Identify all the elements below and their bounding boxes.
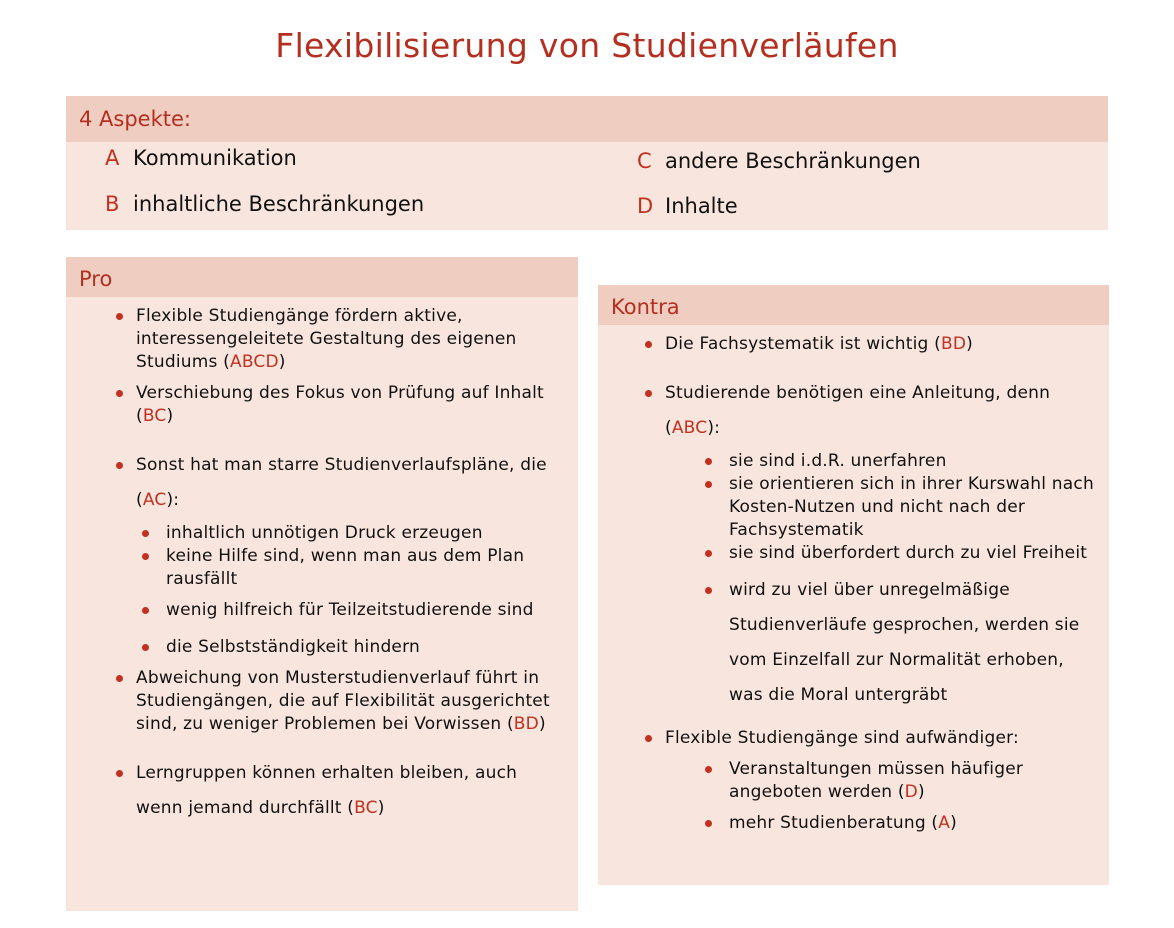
aspect-c (637, 149, 921, 173)
sub-list (699, 758, 1099, 835)
slide-title: Flexibilisierung von Studienverläufen (275, 26, 899, 65)
aspect-tag: A (938, 813, 951, 833)
sub-list-item: mehr Studienberatung (A) (699, 812, 1099, 835)
aspect-tag: BD (940, 334, 967, 354)
aspect-text: Inhalte (665, 194, 738, 218)
sub-list-item: Veranstaltungen müssen häufiger angeboten werden (D) (699, 758, 1099, 804)
aspect-tag: ABCD (229, 352, 279, 372)
aspect-tag: BC (142, 406, 167, 426)
aspect-d (637, 194, 738, 218)
aspect-text: inhaltliche Beschränkungen (133, 192, 425, 216)
list-item: Verschiebung des Fokus von Prüfung auf Inhalt (BC) (110, 382, 568, 428)
aspect-a (105, 146, 297, 170)
list-item: Sonst hat man starre Studienverlaufspläne, die (AC): inhaltlich unnötigen Druck erzeugen keine Hilfe sind, wenn man aus dem Plan rausfällt wenig hilfreich für Teilzeitstudierende sind die Selbstständigkeit hindern (110, 448, 568, 659)
list-item: Lerngruppen können erhalten bleiben, auch wenn jemand durchfällt (BC) (110, 756, 568, 826)
list-item: Flexible Studiengänge sind aufwändiger: Veranstaltungen müssen häufiger angeboten werden (D) mehr Studienberatung (A) (639, 727, 1099, 835)
list-item: Abweichung von Musterstudienverlauf führt in Studiengängen, die auf Flexibilität ausgerichtet sind, zu weniger Problemen bei Vorwissen (BD) (110, 667, 568, 736)
sub-list-item: inhaltlich unnötigen Druck erzeugen (136, 522, 568, 545)
pro-list (110, 305, 568, 826)
kontra-block (598, 285, 1109, 885)
aspect-letter: A (105, 146, 120, 170)
pro-block (66, 257, 578, 911)
sub-list-item: wenig hilfreich für Teilzeitstudierende sind (136, 599, 568, 622)
aspect-letter: D (637, 194, 654, 218)
kontra-heading: Kontra (598, 285, 1109, 325)
aspects-block (66, 96, 1108, 230)
list-item: Studierende benötigen eine Anleitung, denn (ABC): sie sind i.d.R. unerfahren sie orientieren sich in ihrer Kurswahl nach Kosten-Nutzen und nicht nach der Fachsystematik sie sind überfordert durch zu viel Freiheit wird zu viel über unregelmäßige Studienverläufe gesprochen, werden sie vom Einzelfall zur Normalität erhoben, was die Moral untergräbt (639, 376, 1099, 713)
sub-list (699, 450, 1099, 713)
list-item: Flexible Studiengänge fördern aktive, interessengeleitete Gestaltung des eigenen Studiums (ABCD) (110, 305, 568, 374)
list-item: Die Fachsystematik ist wichtig (BD) (639, 333, 1099, 356)
aspect-text: andere Beschränkungen (665, 149, 921, 173)
sub-list (136, 522, 568, 659)
sub-list-item: sie orientieren sich in ihrer Kurswahl nach Kosten-Nutzen und nicht nach der Fachsystematik (699, 473, 1099, 542)
aspect-text: Kommunikation (133, 146, 297, 170)
pro-heading: Pro (66, 257, 578, 297)
aspect-tag: D (904, 782, 918, 802)
sub-list-item: die Selbstständigkeit hindern (136, 636, 568, 659)
sub-list-item: sie sind überfordert durch zu viel Freiheit (699, 542, 1099, 565)
aspect-letter: C (637, 149, 652, 173)
aspect-letter: B (105, 192, 120, 216)
sub-list-item: wird zu viel über unregelmäßige Studienverläufe gesprochen, werden sie vom Einzelfall zur Normalität erhoben, was die Moral untergräbt (699, 573, 1099, 713)
sub-list-item: sie sind i.d.R. unerfahren (699, 450, 1099, 473)
aspect-tag: BC (354, 798, 378, 818)
aspect-b (105, 192, 424, 216)
aspects-heading: 4 Aspekte: (66, 96, 1108, 142)
aspect-tag: ABC (671, 418, 708, 438)
kontra-list (639, 333, 1099, 835)
aspect-tag: BD (513, 714, 539, 734)
aspect-tag: AC (142, 490, 167, 510)
sub-list-item: keine Hilfe sind, wenn man aus dem Plan rausfällt (136, 545, 568, 591)
